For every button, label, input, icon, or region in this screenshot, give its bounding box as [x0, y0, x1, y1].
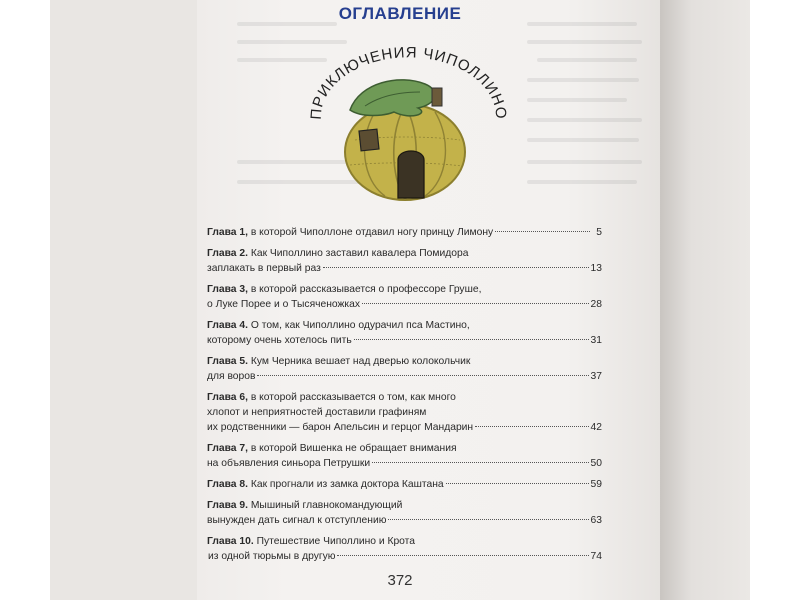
chapter-title: в которой рассказывается о профессоре Груше,: [250, 284, 482, 295]
chapter-title: О том, как Чиполлино одурачил пса Мастино,: [250, 320, 470, 331]
page-ref: 42: [590, 422, 602, 433]
chapter-title: в которой Вишенка не обращает внимания: [250, 443, 457, 454]
chapter-label: Глава 8.: [207, 479, 248, 490]
toc-entry-2[interactable]: [207, 246, 602, 276]
chapter-label: Глава 10.: [207, 536, 254, 547]
chapter-title-cont: хлопот и неприятностей доставили графиням: [207, 407, 427, 418]
toc-entry-3[interactable]: [207, 282, 602, 312]
chapter-title-cont: о Луке Порее и о Тысяченожках: [207, 299, 361, 310]
chapter-title-cont: их родственники — барон Апельсин и герцог Мандарин: [207, 422, 474, 433]
toc-entry-7[interactable]: [207, 441, 602, 471]
arc-title-text: ПРИКЛЮЧЕНИЯ ЧИПОЛЛИНО: [307, 44, 510, 121]
chapter-label: Глава 6,: [207, 392, 248, 403]
dot-leader: [475, 426, 588, 427]
page-ref: 59: [590, 479, 602, 490]
page-ref: 50: [590, 458, 602, 469]
page-ref: 5: [596, 227, 602, 238]
page-edge-shadow: [660, 0, 750, 600]
table-of-contents: [207, 225, 602, 570]
dot-leader: [446, 483, 589, 484]
dot-leader: [388, 519, 588, 520]
page-ref: 63: [590, 515, 602, 526]
chapter-title: в которой Чиполлоне отдавил ногу принцу Лимону: [250, 227, 494, 238]
dot-leader: [495, 231, 590, 232]
chapter-label: Глава 5.: [207, 356, 248, 367]
toc-heading: ОГЛАВЛЕНИЕ: [338, 4, 462, 23]
dot-leader: [323, 267, 589, 268]
toc-entry-1[interactable]: [207, 225, 602, 240]
page-ref: 37: [590, 371, 602, 382]
chapter-title: Мышиный главнокомандующий: [250, 500, 403, 511]
chapter-label: Глава 7,: [207, 443, 248, 454]
chapter-label: Глава 2.: [207, 248, 248, 259]
chapter-title: Как прогнали из замка доктора Каштана: [250, 479, 444, 490]
onion-house-icon: [320, 70, 490, 205]
chapter-title: Путешествие Чиполлино и Крота: [256, 536, 416, 547]
dot-leader: [354, 339, 589, 340]
chapter-title-cont: для воров: [207, 371, 256, 382]
toc-entry-9[interactable]: [207, 498, 602, 528]
chapter-title: Кум Черника вешает над дверью колокольчик: [250, 356, 471, 367]
toc-entry-4[interactable]: [207, 318, 602, 348]
chapter-label: Глава 1,: [207, 227, 248, 238]
chapter-title: Как Чиполлино заставил кавалера Помидора: [250, 248, 469, 259]
chapter-label: Глава 4.: [207, 320, 248, 331]
chapter-label: Глава 9.: [207, 500, 248, 511]
toc-entry-6[interactable]: [207, 390, 602, 435]
chapter-title-cont: которому очень хотелось пить: [207, 335, 352, 346]
toc-entry-8[interactable]: [207, 477, 602, 492]
chapter-title-cont: из одной тюрьмы в другую: [208, 551, 336, 562]
toc-entry-5[interactable]: [207, 354, 602, 384]
dot-leader: [362, 303, 589, 304]
page-ref: 74: [590, 551, 602, 562]
page-ref: 28: [590, 299, 602, 310]
chapter-title-cont: заплакать в первый раз: [207, 263, 321, 274]
page-number: 372: [387, 572, 413, 589]
dot-leader: [372, 462, 588, 463]
chapter-title-cont: вынужден дать сигнал к отступлению: [207, 515, 387, 526]
dot-leader: [337, 555, 588, 556]
toc-entry-10[interactable]: [207, 534, 602, 564]
page-ref: 31: [590, 335, 602, 346]
dot-leader: [257, 375, 588, 376]
chapter-title: в которой рассказывается о том, как много: [250, 392, 456, 403]
chapter-title-cont: на объявления синьора Петрушки: [207, 458, 371, 469]
page-ref: 13: [590, 263, 602, 274]
chapter-label: Глава 3,: [207, 284, 248, 295]
